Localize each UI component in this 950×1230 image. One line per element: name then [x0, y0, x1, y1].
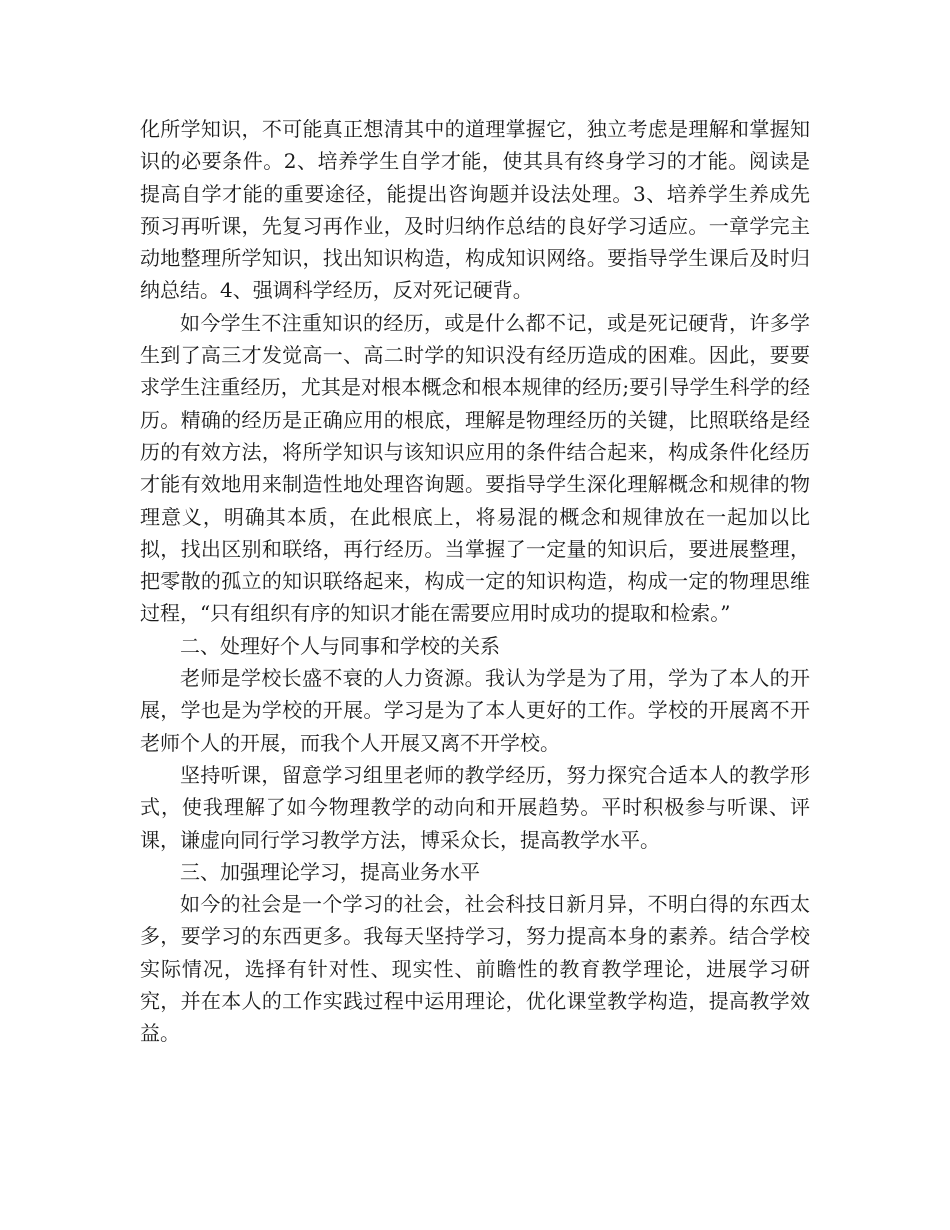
paragraph-learning-society: 如今的社会是一个学习的社会，社会科技日新月异，不明白得的东西太多，要学习的东西更多。我每天坚持学习，努力提高本身的素养。结合学校实际情况，选择有针对性、现实性、前瞻性的教育教学理论，进展学习研究，并在本人的工作实践过程中运用理论，优化课堂教学构造，提高教学效益。 [140, 892, 810, 1046]
section-heading-relations: 二、处理好个人与同事和学校的关系 [180, 633, 500, 658]
section-heading-theory: 三、加强理论学习，提高业务水平 [180, 859, 480, 884]
paragraph-memory: 如今学生不注重知识的经历，或是什么都不记，或是死记硬背，许多学生到了高三才发觉高一、高二时学的知识没有经历造成的困难。因此，要要求学生注重经历，尤其是对根本概念和根本规律的经历;要引导学生科学的经历。精确的经历是正确应用的根底，理解是物理经历的关键，比照联络是经历的有效方法，将所学知识与该知识应用的条件结合起来，构成条件化经历才能有效地用来制造性地处理咨询题。要指导学生深化理解概念和规律的物理意义，明确其本质，在此根底上，将易混的概念和规律放在一起加以比拟，找出区别和联络，再行经历。当掌握了一定量的知识后，要进展整理，把零散的孤立的知识联络起来，构成一定的知识构造，构成一定的物理思维过程，“只有组织有序的知识才能在需要应用时成功的提取和检索。” [140, 310, 810, 626]
paragraph-teacher-resource: 老师是学校长盛不衰的人力资源。我认为学是为了用，学为了本人的开展，学也是为学校的开展。学习是为了本人更好的工作。学校的开展离不开老师个人的开展，而我个人开展又离不开学校。 [140, 666, 810, 755]
paragraph-lesson-observation: 坚持听课，留意学习组里老师的教学经历，努力探究合适本人的教学形式，使我理解了如今物理教学的动向和开展趋势。平时积极参与听课、评课，谦虚向同行学习教学方法，博采众长，提高教学水平。 [140, 762, 810, 852]
document-page [140, 113, 810, 1050]
paragraph-continuation: 化所学知识，不可能真正想清其中的道理掌握它，独立考虑是理解和掌握知识的必要条件。2、培养学生自学才能，使其具有终身学习的才能。阅读是提高自学才能的重要途径，能提出咨询题并设法处理。3、培养学生养成先预习再听课，先复习再作业，及时归纳作总结的良好学习适应。一章学完主动地整理所学知识，找出知识构造，构成知识网络。要指导学生课后及时归纳总结。4、强调科学经历，反对死记硬背。 [140, 117, 810, 303]
